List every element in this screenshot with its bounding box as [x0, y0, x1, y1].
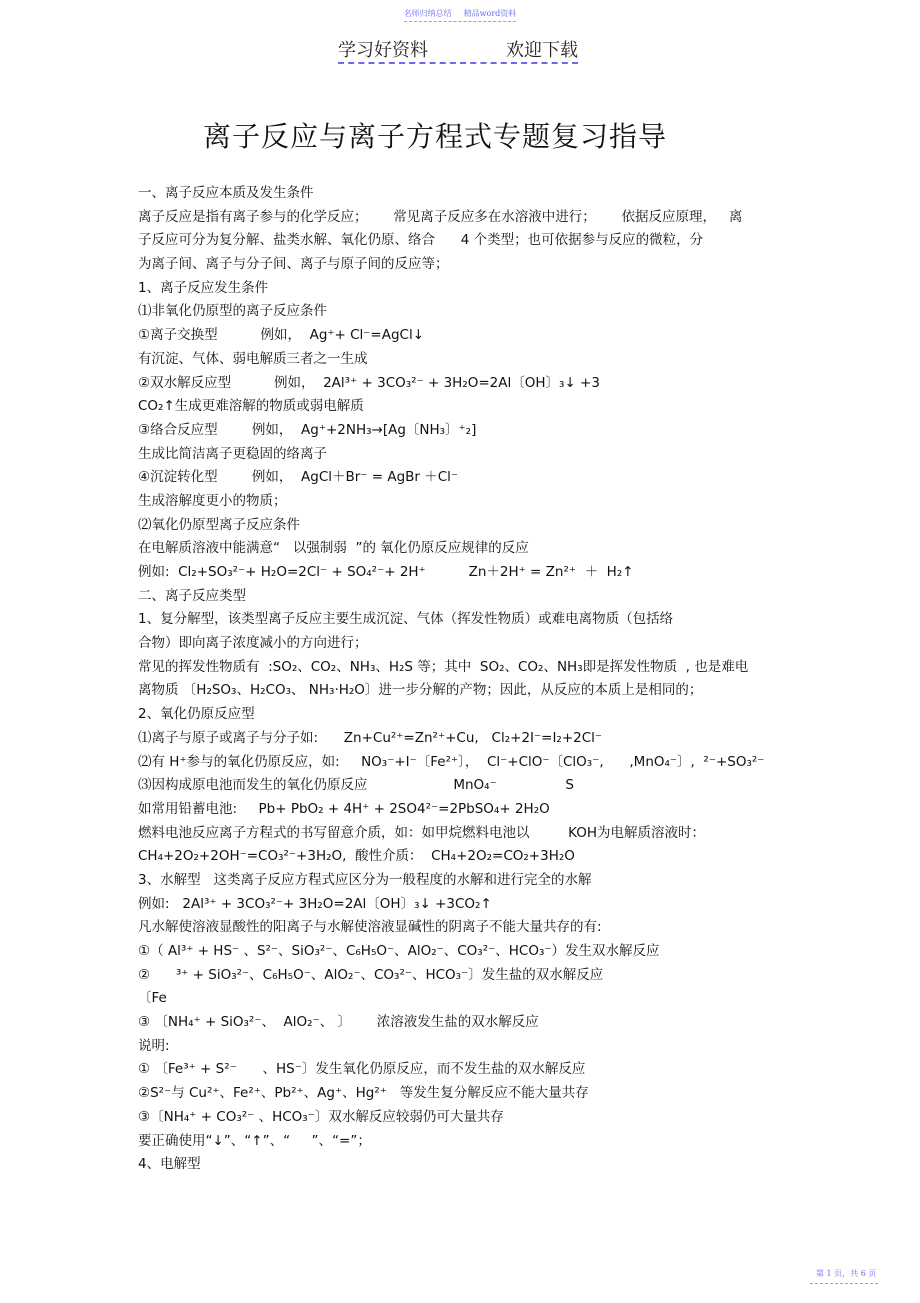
- text-line: 说明:: [138, 1037, 170, 1054]
- text-line: ④沉淀转化型 例如， AgCl＋Br⁻ = AgBr ＋Cl⁻: [138, 469, 459, 486]
- text-line: 凡水解使溶液显酸性的阳离子与水解使溶液显碱性的阴离子不能大量共存的有:: [138, 919, 602, 936]
- text-line: 1、复分解型，该类型离子反应主要生成沉淀、气体（挥发性物质）或难电离物质（包括络: [138, 611, 674, 628]
- text-line: ⑵有 H⁺参与的氧化仍原反应，如: NO₃⁻+I⁻〔Fe²⁺〕， Cl⁻+ClO⁻〔ClO₃⁻, ,MnO₄⁻〕, ²⁻+SO₃²⁻: [138, 753, 765, 770]
- text-line: 〔Fe: [138, 990, 167, 1007]
- text-line: 离子反应是指有离子参与的化学反应； 常见离子反应多在水溶液中进行； 依据反应原理， 离: [138, 208, 743, 225]
- text-line: ⑴非氧化仍原型的离子反应条件: [138, 303, 327, 320]
- page-header: [338, 36, 578, 62]
- text-line: 一、离子反应本质及发生条件: [138, 185, 314, 201]
- text-line: 在电解质溶液中能满意“ 以强制弱 ”的 氧化仍原反应规律的反应: [138, 540, 529, 557]
- watermark: [0, 8, 920, 19]
- text-line: ①离子交换型 例如， Ag⁺+ Cl⁻=AgCl↓: [138, 327, 425, 344]
- text-line: ⑶因构成原电池而发生的氧化仍原反应 MnO₄⁻ S: [138, 777, 574, 794]
- text-line: 离物质 〔H₂SO₃、H₂CO₃、 NH₃·H₂O〕进一步分解的产物；因此，从反应的本质上是相同的；: [138, 682, 703, 699]
- text-line: ① 〔Fe³⁺ + S²⁻ 、HS⁻〕发生氧化仍原反应，而不发生盐的双水解反应: [138, 1061, 586, 1078]
- text-line: 有沉淀、气体、弱电解质三者之一生成: [138, 350, 368, 367]
- text-line: 3、水解型 这类离子反应方程式应区分为一般程度的水解和进行完全的水解: [138, 871, 592, 888]
- text-line: 1、离子反应发生条件: [138, 279, 269, 296]
- document-title: 离子反应与离子方程式专题复习指导: [202, 120, 667, 153]
- text-line: 常见的挥发性物质有 :SO₂、CO₂、NH₃、H₂S 等；其中 SO₂、CO₂、NH₃即是挥发性物质 , 也是难电: [138, 658, 749, 675]
- watermark-left: 名师归纳总结: [403, 9, 452, 18]
- document-body: [138, 182, 798, 1177]
- page-number: 第 1 页，共 6 页: [816, 1269, 877, 1278]
- text-line: 如常用铅蓄电池: Pb+ PbO₂ + 4H⁺ + 2SO4²⁻=2PbSO₄+ 2H₂O: [138, 800, 550, 817]
- text-line: ③ 〔NH₄⁺ + SiO₃²⁻、 AlO₂⁻、 〕 浓溶液发生盐的双水解反应: [138, 1014, 539, 1031]
- text-line: 燃料电池反应离子方程式的书写留意介质，如：如甲烷燃料电池以 KOH为电解质溶液时：: [138, 824, 706, 841]
- text-line: 合物）即向离子浓度减小的方向进行；: [138, 635, 368, 652]
- watermark-divider: [404, 21, 516, 22]
- text-line: ③〔NH₄⁺ + CO₃²⁻ 、HCO₃⁻〕双水解反应较弱仍可大量共存: [138, 1108, 504, 1125]
- text-line: ②双水解反应型 例如， 2Al³⁺ + 3CO₃²⁻ + 3H₂O=2Al〔OH〕₃↓ +3: [138, 374, 600, 391]
- header-right: 欢迎下载: [506, 40, 578, 61]
- header-divider: [338, 62, 578, 64]
- text-line: 生成比简洁离子更稳固的络离子: [138, 445, 327, 462]
- text-line: 要正确使用“↓”、“↑”、“ ”、“=”；: [138, 1132, 371, 1149]
- text-line: 例如: Cl₂+SO₃²⁻+ H₂O=2Cl⁻ + SO₄²⁻+ 2H⁺ Zn＋2H⁺ = Zn²⁺ ＋ H₂↑: [138, 564, 634, 580]
- footer-divider: [810, 1283, 878, 1284]
- text-line: ②S²⁻与 Cu²⁺、Fe²⁺、Pb²⁺、Ag⁺、Hg²⁺ 等发生复分解反应不能大量共存: [138, 1085, 589, 1102]
- text-line: 生成溶解度更小的物质；: [138, 492, 287, 509]
- text-line: 子反应可分为复分解、盐类水解、氧化仍原、络合 4 个类型；也可依据参与反应的微粒，分: [138, 232, 704, 249]
- text-line: 例如: 2Al³⁺ + 3CO₃²⁻+ 3H₂O=2Al〔OH〕₃↓ +3CO₂↑: [138, 895, 492, 912]
- text-line: ①（ Al³⁺ + HS⁻ 、S²⁻、SiO₃²⁻、C₆H₅O⁻、AlO₂⁻、CO₃²⁻、HCO₃⁻）发生双水解反应: [138, 943, 660, 959]
- header-left: 学习好资料: [338, 40, 428, 61]
- text-line: CH₄+2O₂+2OH⁻=CO₃²⁻+3H₂O, 酸性介质： CH₄+2O₂=CO₂+3H₂O: [138, 848, 575, 865]
- text-line: 为离子间、离子与分子间、离子与原子间的反应等；: [138, 256, 449, 273]
- text-line: 2、氧化仍原反应型: [138, 706, 255, 723]
- watermark-right: 精品word资料: [463, 9, 517, 18]
- text-line: 4、电解型: [138, 1156, 201, 1173]
- text-line: ⑵氧化仍原型离子反应条件: [138, 516, 300, 533]
- text-line: ⑴离子与原子或离子与分子如: Zn+Cu²⁺=Zn²⁺+Cu, Cl₂+2I⁻=I₂+2Cl⁻: [138, 729, 603, 746]
- text-line: CO₂↑生成更难溶解的物质或弱电解质: [138, 398, 364, 415]
- text-line: ② ³⁺ + SiO₃²⁻、C₆H₅O⁻、AlO₂⁻、CO₃²⁻、HCO₃⁻〕发生盐的双水解反应: [138, 966, 604, 983]
- text-line: ③络合反应型 例如， Ag⁺+2NH₃→[Ag〔NH₃〕⁺₂]: [138, 421, 477, 438]
- text-line: 二、离子反应类型: [138, 587, 246, 604]
